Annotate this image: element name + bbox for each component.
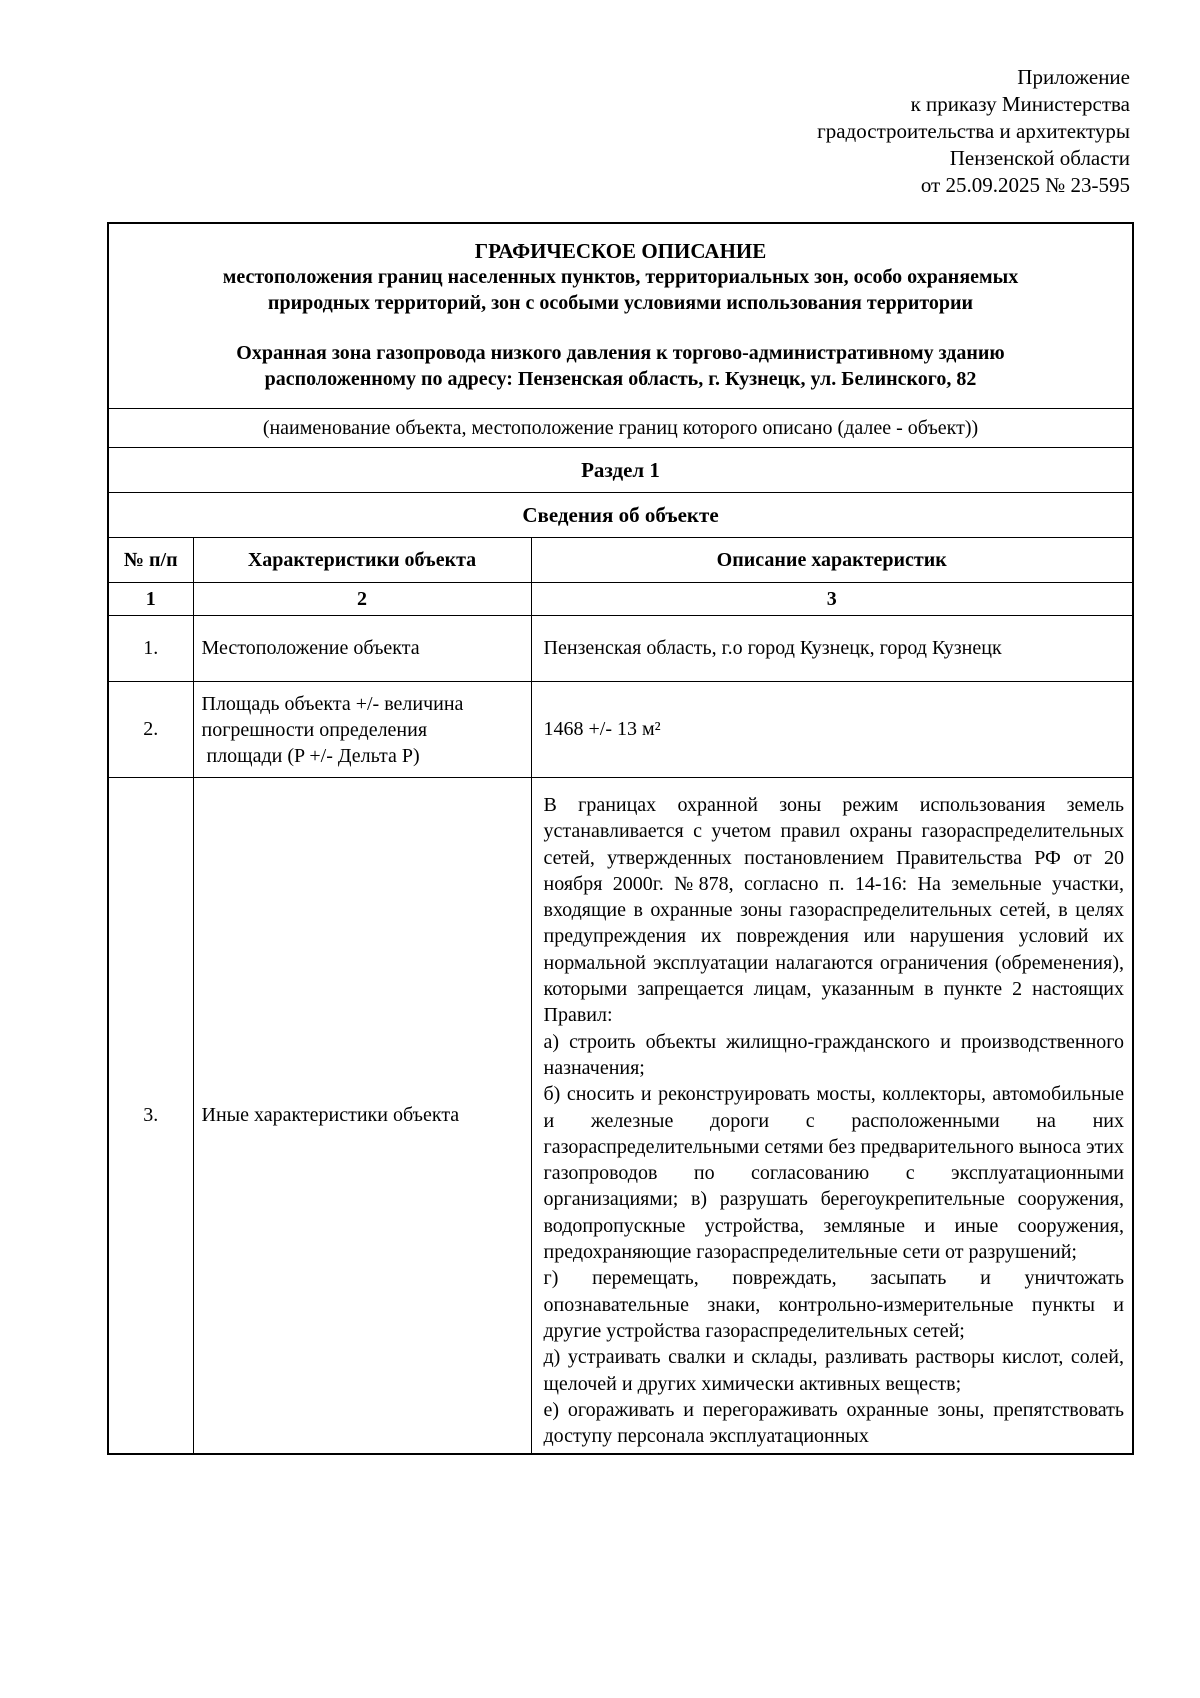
description-paragraph: г) перемещать, повреждать, засыпать и уничтожать опознавательные знаки, контрольно-измерительные пункты и другие устройства газораспределительных сетей; [543,1267,1124,1342]
table-header-row [108,538,1133,583]
table-row [108,682,1133,778]
description-paragraph: б) сносить и реконструировать мосты, коллекторы, автомобильные и железные дороги с расположенными на них газораспределительными сетями без предварительного выноса этих газопроводов по согласованию с эксплуатационными организациями; в) разрушать берегоукрепительные сооружения, водопропускные устройства, земляные и иные сооружения, предохраняющие газораспределительные сети от разрушений; [543,1083,1124,1264]
column-number-1: 1 [108,583,193,616]
row-number: 3. [108,778,193,1455]
appendix-line-4: Пензенской области [949,146,1130,170]
row-number: 2. [108,682,193,778]
column-number-3: 3 [531,583,1133,616]
header-characteristics: Характеристики объекта [193,538,531,583]
description-paragraph: д) устраивать свалки и склады, разливать растворы кислот, солей, щелочей и других химически активных веществ; [543,1346,1124,1395]
document-title: ГРАФИЧЕСКОЕ ОПИСАНИЕ [474,239,767,263]
row-characteristic-line: площади (P +/- Дельта P) [201,744,420,767]
row-description: 1468 +/- 13 м² [531,682,1133,778]
header-description: Описание характеристик [531,538,1133,583]
header-num: № п/п [108,538,193,583]
row-description: Пензенская область, г.о город Кузнецк, город Кузнецк [531,616,1133,682]
row-characteristic: Иные характеристики объекта [193,778,531,1455]
appendix-line-2: к приказу Министерства [910,92,1130,116]
description-paragraph: а) строить объекты жилищно-гражданского и производственного назначения; [543,1030,1124,1079]
document-subtitle-line-1: местоположения границ населенных пунктов, территориальных зон, особо охраняемых [222,266,1019,288]
row-characteristic: Местоположение объекта [193,616,531,682]
appendix-header [817,64,1130,199]
row-number: 1. [108,616,193,682]
document-subtitle-line-2: природных территорий, зон с особыми условиями использования территории [267,292,974,314]
column-number-2: 2 [193,583,531,616]
row-characteristic [193,682,531,778]
caption-row [108,409,1133,448]
description-paragraph: В границах охранной зоны режим использования земель устанавливается с учетом правил охраны газораспределительных сетей, утвержденных постановлением Правительства РФ от 20 ноября 2000г. №878, согласно п. 14-16: На земельные участки, входящие в охранные зоны газораспределительных сетей, в целях предупреждения их повреждения или нарушения условий их нормальной эксплуатации налагаются ограничения (обременения), которыми запрещается лицам, указанным в пункте 2 настоящих Правил: [543,794,1124,1027]
row-characteristic-line: Площадь объекта +/- величина [201,692,464,715]
object-name-line-2: расположенному по адресу: Пензенская область, г. Кузнецк, ул. Белинского, 82 [264,368,977,390]
row-description [531,778,1133,1455]
section-title-row [108,493,1133,538]
title-row [108,223,1133,409]
section-title: Сведения об объекте [108,493,1133,538]
description-paragraph: е) огораживать и перегораживать охранные зоны, препятствовать доступу персонала эксплуатационных [543,1398,1124,1448]
section-label: Раздел 1 [108,448,1133,493]
appendix-line-3: градостроительства и архитектуры [817,119,1130,143]
table-row [108,616,1133,682]
section-row [108,448,1133,493]
title-cell [108,223,1133,409]
column-number-row [108,583,1133,616]
graphic-description-table [107,222,1134,1455]
appendix-line-1: Приложение [1017,65,1130,89]
object-name-line-1: Охранная зона газопровода низкого давления к торгово-административному зданию [236,342,1005,364]
appendix-line-5: от 25.09.2025 № 23-595 [920,173,1130,197]
object-caption: (наименование объекта, местоположение границ которого описано (далее - объект)) [108,409,1133,448]
row-characteristic-line: погрешности определения [201,718,428,741]
table-row [108,778,1133,1455]
